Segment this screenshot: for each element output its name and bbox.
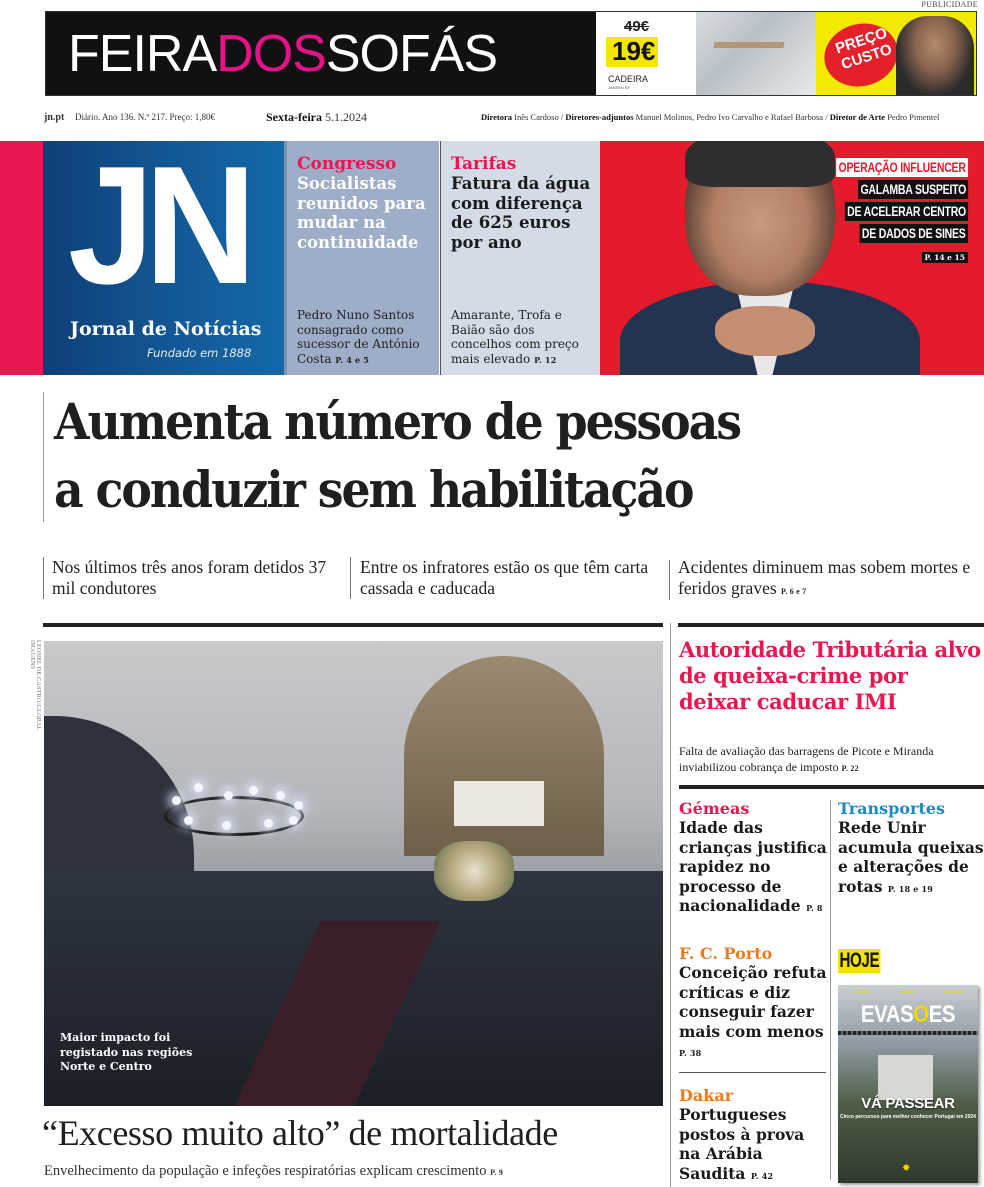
logo-name: Jornal de Notícias bbox=[70, 318, 262, 340]
divider bbox=[350, 557, 351, 599]
evasoes-supplement-cover[interactable] bbox=[838, 985, 978, 1183]
product-brand: JANSEN BY bbox=[608, 85, 631, 90]
lead-subpoint: Nos últimos três anos foram detidos 37 mil condutores bbox=[52, 557, 327, 598]
brief-fc-porto[interactable] bbox=[679, 944, 829, 1064]
teaser-kicker: Tarifas bbox=[451, 154, 517, 174]
brief-headline: Portugueses postos à prova na Arábia Saudita P. 42 bbox=[679, 1105, 805, 1183]
church-funeral-photo[interactable] bbox=[44, 641, 663, 1106]
lead-subpoint: Acidentes diminuem mas sobem mortes e feridos graves P. 6 e 7 bbox=[678, 557, 971, 598]
old-price: 49€ bbox=[624, 18, 650, 35]
brief-kicker: F. C. Porto bbox=[679, 944, 773, 963]
photo-credit: LEONEL DE CASTRO/GLOBAL IMAGENS bbox=[29, 640, 41, 731]
light-bulb bbox=[194, 783, 203, 792]
teaser-kicker: Congresso bbox=[297, 154, 397, 174]
column-divider bbox=[670, 623, 671, 1187]
issue-date: Sexta-feira 5.1.2024 bbox=[266, 110, 367, 124]
logo-founded: Fundado em 1888 bbox=[147, 346, 252, 360]
advertisement-banner[interactable] bbox=[45, 11, 977, 96]
photo-apse bbox=[404, 656, 604, 856]
divider bbox=[43, 392, 44, 522]
page-ref: P. 14 e 15 bbox=[922, 252, 969, 263]
brief-gemeas[interactable] bbox=[679, 799, 829, 919]
brief-headline: Rede Unir acumula queixas e alterações de rotas P. 18 e 19 bbox=[838, 818, 984, 896]
section-rule bbox=[43, 623, 663, 627]
photo-altar bbox=[454, 781, 544, 826]
light-bulb bbox=[249, 786, 258, 795]
divider bbox=[679, 1072, 826, 1073]
page-ref: P. 22 bbox=[841, 764, 859, 773]
brief-kicker: Transportes bbox=[838, 799, 946, 818]
star-icon: ✸ bbox=[902, 1163, 911, 1174]
spokesperson-photo bbox=[896, 16, 974, 96]
tax-authority-summary: Falta de avaliação das barragens de Picote e Miranda inviabilizou cobrança de imposto P. 22 bbox=[679, 744, 934, 774]
brief-headline: Conceição refuta críticas e diz conseguir fazer mais com menos P. 38 bbox=[679, 963, 827, 1058]
brief-kicker: Dakar bbox=[679, 1086, 734, 1105]
issue-info: Diário. Ano 136. N.º 217. Preço: 1,80€ bbox=[75, 112, 216, 122]
portrait-hands bbox=[715, 306, 815, 356]
light-bulb bbox=[224, 791, 233, 800]
column-divider bbox=[830, 800, 831, 1180]
hero-headline: OPERAÇÃO INFLUENCER GALAMBA SUSPEITO DE ACELERAR CENTRO DE DADOS DE SINES P. 14 e 15 bbox=[799, 157, 968, 264]
hero-tag: OPERAÇÃO INFLUENCER bbox=[836, 158, 968, 177]
hero-story-galamba[interactable] bbox=[600, 141, 984, 375]
cover-house bbox=[878, 1055, 933, 1100]
teaser-summary: Pedro Nuno Santos consagrado como sucessor de António Costa P. 4 e 5 bbox=[297, 308, 420, 366]
teaser-congresso[interactable] bbox=[284, 141, 439, 375]
cover-strip bbox=[838, 1031, 978, 1035]
divider bbox=[43, 557, 44, 599]
page-ref: P. 6 e 7 bbox=[781, 587, 807, 596]
light-bulb bbox=[222, 821, 231, 830]
teaser-headline: Fatura da água com diferença de 625 euros por ano bbox=[451, 174, 591, 252]
ad-brand: FEIRADOSSOFÁS bbox=[68, 25, 498, 83]
divider bbox=[669, 560, 670, 600]
light-bulb bbox=[172, 796, 181, 805]
section-rule bbox=[678, 623, 984, 627]
brief-transportes[interactable] bbox=[838, 799, 984, 899]
today-label: HOJE bbox=[839, 949, 880, 972]
page-ref: P. 12 bbox=[534, 354, 557, 365]
light-bulb bbox=[276, 791, 285, 800]
cover-headline: VÁ PASSEAR bbox=[861, 1095, 955, 1112]
product-name: CADEIRA bbox=[608, 74, 649, 84]
tax-authority-headline[interactable]: Autoridade Tributária alvo de queixa-crime por deixar caducar IMI bbox=[679, 637, 981, 714]
brief-dakar[interactable] bbox=[679, 1086, 829, 1186]
section-rule bbox=[679, 785, 984, 789]
lead-headline[interactable]: Aumenta número de pessoas a conduzir sem habilitação bbox=[54, 392, 741, 519]
brief-kicker: Gémeas bbox=[679, 799, 750, 818]
page-ref: P. 9 bbox=[490, 1168, 504, 1177]
mortality-summary: Envelhecimento da população e infeções respiratórias explicam crescimento P. 9 bbox=[44, 1163, 504, 1179]
photo-flowers bbox=[434, 841, 514, 901]
promo-text: PREÇO CUSTO bbox=[833, 24, 895, 74]
brief-headline: Idade das crianças justifica rapidez no processo de nacionalidade P. 8 bbox=[679, 818, 827, 915]
table-shape bbox=[713, 42, 784, 48]
light-bulb bbox=[294, 801, 303, 810]
logo-letters: JN bbox=[68, 131, 248, 319]
brand-edge bbox=[0, 141, 43, 375]
light-bulb bbox=[264, 819, 273, 828]
cover-subheadline: Cinco percursos para melhor conhecer Portugal em 2024 bbox=[840, 1114, 976, 1120]
staff-credits: Diretora Inês Cardoso / Diretores-adjuntos Manuel Molinos, Pedro Ivo Carvalho e Rafael Barbosa / Diretor de Arte Pedro Pimentel bbox=[481, 112, 940, 122]
light-bulb bbox=[184, 816, 193, 825]
page-ref: P. 4 e 5 bbox=[335, 354, 370, 365]
light-bulb bbox=[289, 816, 298, 825]
ad-offer bbox=[596, 12, 977, 96]
chair-photo bbox=[696, 12, 816, 96]
teaser-summary: Amarante, Trofa e Baião são dos concelhos com preço mais elevado P. 12 bbox=[451, 308, 579, 366]
newspaper-logo[interactable] bbox=[43, 131, 284, 375]
photo-caption: Maior impacto foi registado nas regiões Norte e Centro bbox=[60, 1031, 193, 1073]
lead-subpoint: Entre os infratores estão os que têm carta cassada e caducada bbox=[360, 557, 649, 598]
new-price: 19€ bbox=[612, 36, 656, 66]
advertising-label: PUBLICIDADE bbox=[921, 0, 978, 9]
cover-sections: ROTEIRO COMER SEM SAIR bbox=[852, 989, 964, 994]
teaser-headline: Socialistas reunidos para mudar na continuidade bbox=[297, 174, 426, 252]
magazine-title: EVASOES bbox=[860, 1001, 956, 1028]
mortality-headline[interactable]: “Excesso muito alto” de mortalidade bbox=[42, 1113, 558, 1153]
teaser-tarifas[interactable] bbox=[440, 141, 600, 375]
site-link[interactable]: jn.pt bbox=[44, 112, 65, 123]
